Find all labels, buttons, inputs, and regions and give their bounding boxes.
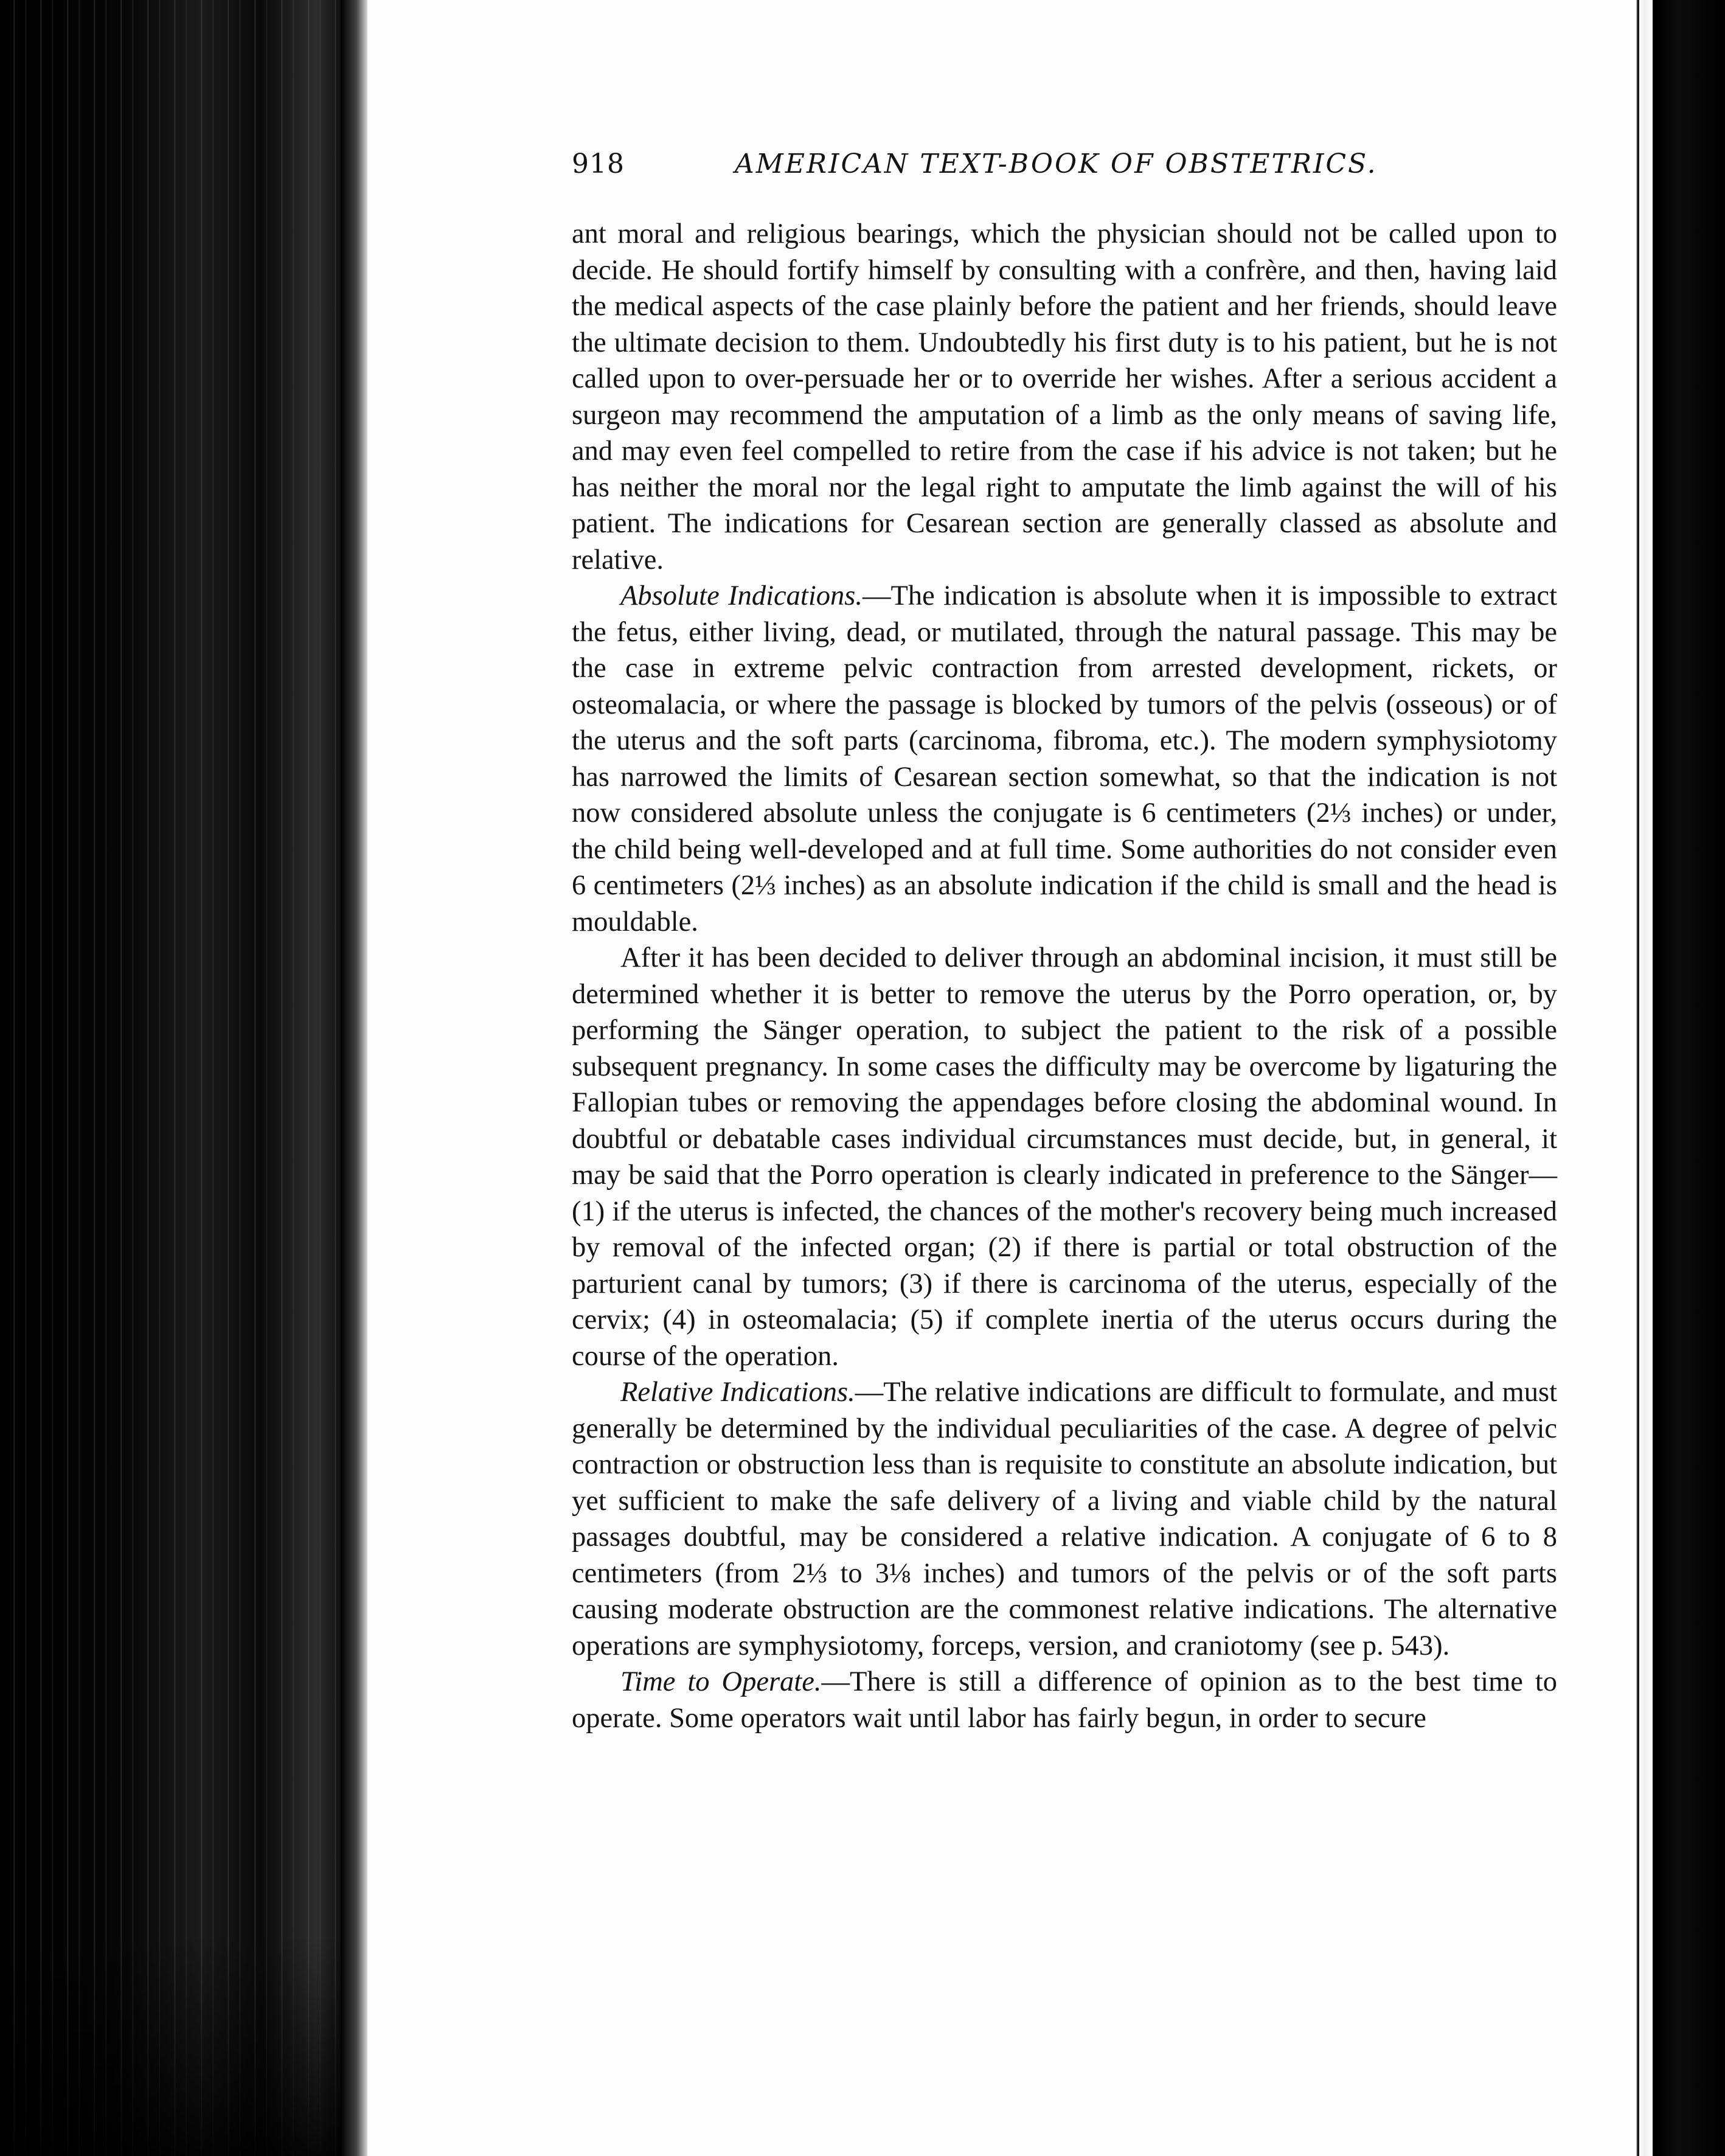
section-heading-relative-indications: Relative Indications. <box>620 1377 855 1408</box>
running-header <box>572 148 1411 191</box>
paragraph-text: After it has been decided to deliver through an abdominal incision, it must still be determined whether it is better to remove the uterus by the Porro operation, or, by performing the Sänger operation, to subject the patient to the risk of a possible subsequent pregnancy. In some cases the difficulty may be overcome by ligaturing the Fallopian tubes or removing the appendages before closing the abdominal wound. In doubtful or debatable cases individual circumstances must decide, but, in general, it may be said that the Porro operation is clearly indicated in preference to the Sänger—(1) if the uterus is infected, the chances of the mother's recovery being much increased by removal of the infected organ; (2) if there is partial or total obstruction of the parturient canal by tumors; (3) if there is carcinoma of the uterus, especially of the cervix; (4) in osteomalacia; (5) if complete inertia of the uterus occurs during the course of the operation. <box>572 942 1557 1372</box>
paragraph-text: —The relative indications are difficult to formulate, and must generally be determined by the individual peculiarities of the case. A degree of pelvic contraction or obstruction less than is requisite to constitute an absolute indication, but yet sufficient to make the safe delivery of a living and viable child by the natural passages doubtful, may be considered a relative indication. A conjugate of 6 to 8 centimeters (from 2⅓ to 3⅛ inches) and tumors of the pelvis or of the soft parts causing moderate obstruction are the commonest relative indications. The alternative operations are symphysiotomy, forceps, version, and craniotomy (see p. 543). <box>572 1377 1557 1661</box>
book-spine-left <box>0 0 359 2156</box>
running-title: AMERICAN TEXT-BOOK OF OBSTETRICS. <box>735 148 1378 179</box>
paragraph-text: ant moral and religious bearings, which the physician should not be called upon to decide. He should fortify himself by consulting with a confrère, and then, having laid the medical aspects of the case plainly before the patient and her friends, should leave the ultimate decision to them. Undoubtedly his first duty is to his patient, but he is not called upon to over-persuade her or to override her wishes. After a serious accident a surgeon may recommend the amputation of a limb as the only means of saving life, and may even feel compelled to retire from the case if his advice is not taken; but he has neither the moral nor the legal right to amputate the limb against the will of his patient. The indications for Cesarean section are generally classed as absolute and relative. <box>572 218 1557 576</box>
body-text <box>572 216 1557 1736</box>
paragraph <box>572 216 1557 578</box>
gutter-shadow <box>341 0 367 2156</box>
page-edge-highlight <box>1639 0 1653 2156</box>
paragraph <box>572 1664 1557 1736</box>
paragraph <box>572 578 1557 940</box>
section-heading-time-to-operate: Time to Operate. <box>620 1666 822 1697</box>
page-number: 918 <box>572 148 625 179</box>
paragraph <box>572 940 1557 1374</box>
paragraph-text: —The indication is absolute when it is impossible to extract the fetus, either living, dead, or mutilated, through the natural passage. This may be the case in extreme pelvic contraction from arrested development, rickets, or osteomalacia, or where the passage is blocked by tumors of the pelvis (osseous) or of the uterus and the soft parts (carcinoma, fibroma, etc.). The modern symphysiotomy has narrowed the limits of Cesarean section somewhat, so that the indication is not now considered absolute unless the conjugate is 6 centimeters (2⅓ inches) or under, the child being well-developed and at full time. Some authorities do not consider even 6 centimeters (2⅓ inches) as an absolute indication if the child is small and the head is mouldable. <box>572 580 1557 937</box>
section-heading-absolute-indications: Absolute Indications. <box>620 580 862 611</box>
paragraph-text: —There is still a difference of opinion as to the best time to operate. Some operators wait until labor has fairly begun, in order to secure <box>572 1666 1557 1734</box>
paragraph <box>572 1374 1557 1664</box>
